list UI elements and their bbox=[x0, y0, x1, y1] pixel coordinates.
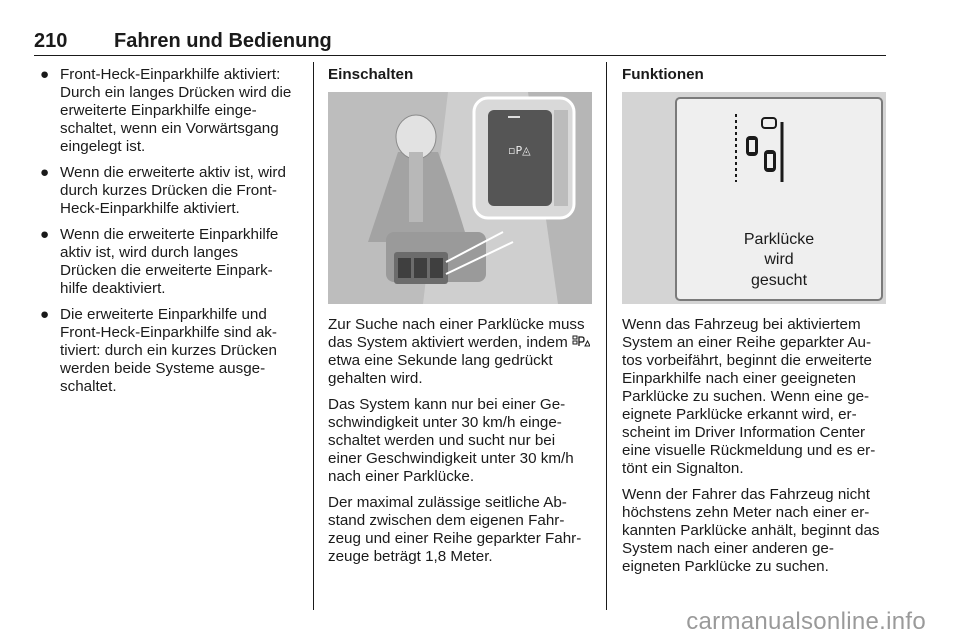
section-heading-funktionen: Funktionen bbox=[622, 66, 704, 83]
gearshift-console-illustration bbox=[328, 92, 592, 304]
paragraph: Das System kann nur bei einer Ge-schwindigkeit unter 30 km/h einge-schaltet werden und sucht nur bei einer Geschwindigkeit unter 30 km/h nach einer Parklücke. bbox=[328, 396, 574, 485]
watermark: carmanualsonline.info bbox=[686, 608, 926, 635]
page-header bbox=[34, 30, 886, 56]
list-item: ● Wenn die erweiterte aktiv ist, wird durch kurzes Drücken die Front-Heck-Einparkhilfe aktiviert. bbox=[40, 164, 286, 217]
bullet-text: Wenn die erweiterte aktiv ist, wird durch kurzes Drücken die Front-Heck-Einparkhilfe aktiviert. bbox=[60, 164, 286, 217]
list-item: ● Wenn die erweiterte Einparkhilfe aktiv ist, wird durch langes Drücken die erweiterte Einpark-hilfe deaktiviert. bbox=[40, 226, 279, 297]
bullet-text: Wenn die erweiterte Einparkhilfe aktiv ist, wird durch langes Drücken die erweiterte Einpark-hilfe deaktiviert. bbox=[60, 226, 279, 297]
paragraph bbox=[328, 316, 592, 388]
column-right bbox=[622, 66, 886, 584]
bullet-list bbox=[36, 66, 298, 396]
page-number: 210 bbox=[34, 30, 68, 52]
chapter-title: Fahren und Bedienung bbox=[114, 30, 332, 52]
list-item: ● Front-Heck-Einparkhilfe aktiviert: Durch ein langes Drücken wird die erweiterte Einparkhilfe einge-schaltet, wenn ein Vorwärtsgang eingelegt ist. bbox=[40, 66, 292, 155]
section-heading-einschalten: Einschalten bbox=[328, 66, 414, 83]
paragraph-text: etwa eine Sekunde lang gedrückt gehalten wird. bbox=[328, 352, 553, 387]
paragraph: Wenn der Fahrer das Fahrzeug nicht höchstens zehn Meter nach einer er-kannten Parklücke anhält, beginnt das System nach einer anderen ge-eigneten Parklücke zu suchen. bbox=[622, 486, 880, 575]
display-text: Parklücke bbox=[743, 231, 815, 248]
paragraph-text: Zur Suche nach einer Parklücke muss das System aktiviert werden, indem bbox=[328, 316, 585, 351]
park-assist-icon bbox=[572, 335, 590, 348]
column-divider bbox=[606, 62, 607, 610]
column-divider bbox=[313, 62, 314, 610]
list-item: ● Die erweiterte Einparkhilfe und Front-Heck-Einparkhilfe sind ak-tiviert: durch ein kurzes Drücken werden beide Systeme ausge-schaltet. bbox=[40, 306, 277, 395]
bullet-text: Front-Heck-Einparkhilfe aktiviert: Durch ein langes Drücken wird die erweiterte Einparkhilfe einge-schaltet, wenn ein Vorwärtsgang eingelegt ist. bbox=[60, 66, 292, 155]
driver-information-display-illustration bbox=[622, 92, 886, 304]
display-text: wird bbox=[764, 251, 794, 268]
column-left bbox=[36, 66, 298, 404]
display-text: gesucht bbox=[750, 272, 808, 289]
paragraph: Wenn das Fahrzeug bei aktiviertem System an einer Reihe geparkter Au-tos vorbeifährt, beginnt die erweiterte Einparkhilfe nach einer geeigneten Parklücke zu suchen. Wenn eine ge-eignete Parklücke erkannt wird, er-scheint im Driver Information Center eine visuelle Rückmeldung und es er-tönt ein Signalton. bbox=[622, 316, 876, 477]
paragraph: Der maximal zulässige seitliche Ab-stand zwischen dem eigenen Fahr-zeug und einer Reihe geparkter Fahr-zeuge beträgt 1,8 Meter. bbox=[328, 494, 582, 565]
bullet-text: Die erweiterte Einparkhilfe und Front-Heck-Einparkhilfe sind ak-tiviert: durch ein kurzes Drücken werden beide Systeme ausge-schaltet. bbox=[60, 306, 277, 395]
column-middle bbox=[328, 66, 592, 574]
svg-text:▫P◬: ▫P◬ bbox=[508, 144, 531, 157]
